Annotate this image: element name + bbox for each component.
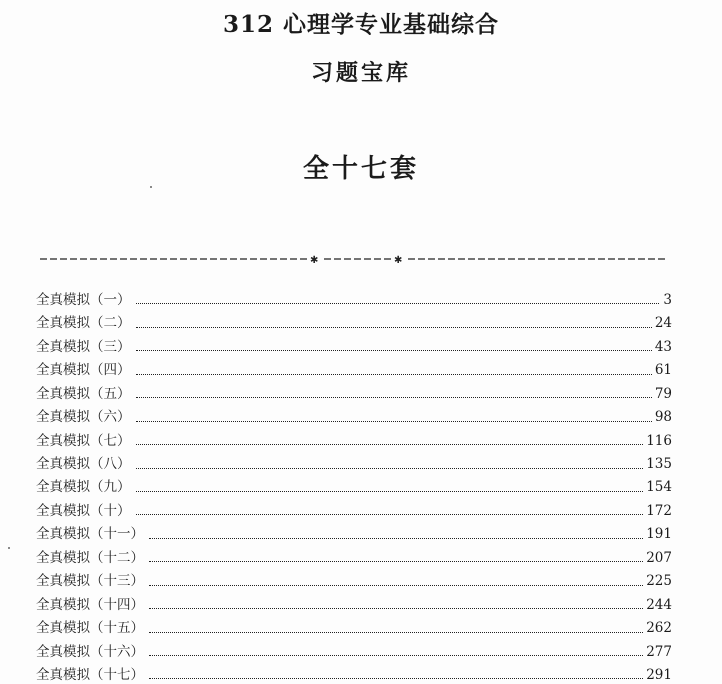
- toc-entry-label: 全真模拟（三）: [36, 338, 131, 355]
- toc-entry-label: 全真模拟（八）: [36, 456, 131, 472]
- toc-entry-label: 全真模拟（九）: [36, 479, 131, 496]
- toc-entry-label: 全真模拟（六）: [36, 409, 131, 426]
- toc-leader-dots: [136, 513, 644, 515]
- scan-speck: [150, 186, 152, 188]
- toc-entry: [36, 565, 672, 588]
- toc-leader-dots: [149, 560, 643, 562]
- toc-entry-page: 191: [646, 526, 672, 543]
- toc-entry-page: 43: [654, 338, 672, 355]
- toc-entry-label: 全真模拟（十四）: [36, 596, 144, 613]
- toc-entry: [36, 612, 672, 635]
- svg-text:✱: ✱: [394, 255, 403, 264]
- toc-entry: [36, 354, 672, 377]
- toc-leader-dots: [136, 420, 652, 422]
- toc-entry: [36, 659, 672, 682]
- toc-entry-page: 277: [646, 643, 672, 660]
- toc-leader-dots: [149, 584, 643, 586]
- scan-speck: [8, 547, 10, 549]
- toc-entry-page: 225: [646, 573, 672, 590]
- toc-entry-page: 244: [646, 596, 672, 613]
- toc-entry-label: 全真模拟（十）: [36, 502, 131, 519]
- toc-entry-page: 98: [654, 409, 672, 426]
- toc-leader-dots: [149, 607, 643, 609]
- toc-entry: [36, 448, 672, 471]
- toc-entry-label: 全真模拟（二）: [36, 315, 131, 332]
- toc-entry-page: 154: [646, 479, 672, 496]
- ornamental-divider: [40, 254, 666, 264]
- toc-entry-page: 61: [654, 362, 672, 379]
- toc-leader-dots: [136, 326, 652, 328]
- ornamental-divider-graphic: [40, 254, 666, 264]
- toc-entry-label: 全真模拟（十二）: [36, 549, 144, 566]
- toc-entry-label: 全真模拟（五）: [36, 385, 131, 402]
- toc-leader-dots: [149, 654, 643, 656]
- toc-entry-label: 全真模拟（十七）: [36, 666, 144, 683]
- table-of-contents: [36, 284, 672, 682]
- toc-leader-dots: [136, 349, 652, 351]
- toc-entry-label: 全真模拟（十五）: [36, 620, 144, 637]
- toc-entry-label: 全真模拟（十三）: [36, 573, 144, 590]
- toc-entry-label: 全真模拟（四）: [36, 362, 131, 379]
- toc-entry-page: 116: [646, 432, 672, 449]
- toc-entry: [36, 495, 672, 518]
- toc-entry-page: 3: [663, 291, 672, 308]
- document-title: 312 心理学专业基础综合: [222, 11, 500, 38]
- toc-leader-dots: [149, 631, 643, 633]
- toc-leader-dots: [149, 537, 643, 539]
- toc-entry-page: 291: [646, 666, 672, 683]
- toc-entry: [36, 425, 672, 448]
- toc-entry-page: 262: [646, 620, 672, 637]
- toc-entry-page: 172: [646, 502, 672, 519]
- toc-leader-dots: [149, 677, 643, 679]
- toc-leader-dots: [136, 467, 644, 469]
- toc-entry-label: 全真模拟（一）: [36, 291, 131, 308]
- toc-entry: [36, 636, 672, 659]
- toc-entry-label: 全真模拟（七）: [36, 432, 131, 449]
- toc-leader-dots: [136, 490, 644, 492]
- toc-leader-dots: [136, 373, 652, 375]
- toc-entry: [36, 589, 672, 612]
- toc-entry: [36, 542, 672, 565]
- toc-entry-label: 全真模拟（十一）: [36, 526, 144, 543]
- toc-entry-page: 207: [646, 549, 672, 566]
- toc-entry: [36, 307, 672, 330]
- toc-entry: [36, 401, 672, 424]
- toc-entry-label: 全真模拟（十六）: [36, 643, 144, 660]
- document-subtitle: 习题宝库: [310, 60, 411, 86]
- toc-entry: [36, 472, 672, 495]
- toc-entry: [36, 518, 672, 541]
- toc-entry-page: 24: [654, 315, 672, 332]
- svg-text:✱: ✱: [310, 255, 319, 264]
- toc-entry-page: 135: [646, 456, 672, 472]
- toc-entry: [36, 284, 672, 307]
- set-count-heading: 全十七套: [302, 154, 419, 184]
- toc-leader-dots: [136, 443, 644, 445]
- toc-entry: [36, 331, 672, 354]
- toc-entry-page: 79: [654, 385, 672, 402]
- toc-leader-dots: [136, 302, 660, 304]
- toc-leader-dots: [136, 396, 652, 398]
- toc-entry: [36, 378, 672, 401]
